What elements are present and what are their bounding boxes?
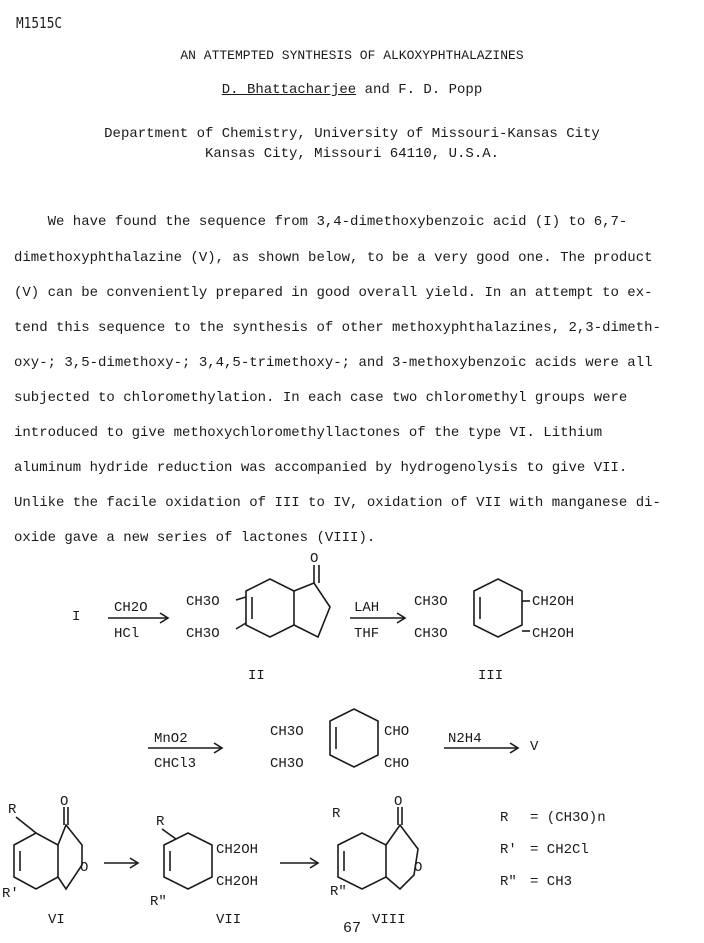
- affiliation-line-2: Kansas City, Missouri 64110, U.S.A.: [204, 146, 500, 162]
- reagent-n2h4: N2H4: [448, 731, 482, 747]
- benzene-ring-IV: [330, 709, 378, 767]
- benzene-ring-II: [236, 579, 294, 637]
- ring-oxygen: O: [80, 860, 89, 876]
- compound-VII-label: VII: [216, 912, 242, 925]
- methoxy-group: CH3O: [186, 594, 220, 610]
- methoxy-group: CH3O: [414, 626, 448, 642]
- compound-VI-label: VI: [48, 912, 65, 925]
- paragraph-line: introduced to give methoxychloromethyllactones of the type VI. Lithium: [14, 425, 603, 441]
- benzene-ring-VIII: [338, 833, 386, 889]
- paragraph-line: (V) can be conveniently prepared in good overall yield. In an attempt to ex-: [14, 285, 653, 301]
- lactone-ring-VIII: [386, 807, 418, 889]
- substituent-R-prime: R': [2, 886, 19, 902]
- hydroxymethyl-group: CH2OH: [216, 842, 259, 858]
- methoxy-group: CH3O: [270, 756, 304, 772]
- substituent-R: R: [8, 802, 17, 818]
- hydroxymethyl-group: CH2OH: [532, 594, 575, 610]
- legend-R-double-prime-definition: = CH3: [530, 874, 573, 890]
- reagent-lah: LAH: [354, 600, 380, 616]
- paragraph-line: oxide gave a new series of lactones (VIII).: [14, 530, 376, 546]
- reagent-thf: THF: [354, 626, 380, 642]
- lactone-ring-II: [294, 565, 330, 637]
- document-code: M1515C: [16, 14, 63, 32]
- reagent-ch2o: CH2O: [114, 600, 148, 616]
- author-second: F. D. Popp: [398, 82, 483, 98]
- legend-R-prime-definition: = CH2Cl: [530, 842, 589, 858]
- paragraph-line: oxy-; 3,5-dimethoxy-; 3,4,5-trimethoxy-; and 3-methoxybenzoic acids were all: [14, 355, 653, 371]
- substituent-R-double-prime: R": [150, 894, 167, 910]
- reaction-arrow: [104, 858, 138, 868]
- paper-title: AN ATTEMPTED SYNTHESIS OF ALKOXYPHTHALAZINES: [180, 48, 524, 63]
- reagent-mno2: MnO2: [154, 731, 188, 747]
- hydroxymethyl-group: CH2OH: [532, 626, 575, 642]
- legend-R-prime: R': [500, 842, 517, 858]
- aldehyde-group: CHO: [384, 756, 410, 772]
- methoxy-group: CH3O: [270, 724, 304, 740]
- paragraph-line: dimethoxyphthalazine (V), as shown below, to be a very good one. The product: [14, 250, 653, 266]
- carbonyl-oxygen: O: [310, 551, 319, 567]
- carbonyl-oxygen: O: [394, 794, 403, 810]
- ring-oxygen: O: [414, 860, 423, 876]
- paragraph-line: Unlike the facile oxidation of III to IV, oxidation of VII with manganese di-: [14, 495, 661, 511]
- methoxy-group: CH3O: [186, 626, 220, 642]
- compound-VIII-label: VIII: [372, 912, 406, 925]
- legend-R: R: [500, 810, 509, 826]
- authors-line: [0, 82, 704, 98]
- benzene-ring-VI: [14, 817, 58, 889]
- legend-R-definition: = (CH3O)n: [530, 810, 606, 826]
- page-number: 67: [342, 920, 361, 937]
- carbonyl-oxygen: O: [60, 794, 69, 810]
- affiliation-line-1: Department of Chemistry, University of Missouri-Kansas City: [104, 126, 600, 142]
- hydroxymethyl-group: CH2OH: [216, 874, 259, 890]
- benzene-ring-III: [474, 579, 530, 637]
- substituent-R: R: [332, 806, 341, 822]
- compound-II-label: II: [248, 668, 265, 684]
- reaction-arrow: [280, 858, 318, 868]
- author-first: D. Bhattacharjee: [221, 82, 357, 98]
- lactone-ring-VI: [58, 807, 82, 889]
- aldehyde-group: CHO: [384, 724, 410, 740]
- reagent-chcl3: CHCl3: [154, 756, 197, 772]
- compound-V-label: V: [530, 739, 539, 755]
- reaction-scheme: [0, 545, 704, 925]
- benzene-ring-VII: [162, 829, 212, 889]
- paragraph-line: aluminum hydride reduction was accompanied by hydrogenolysis to give VII.: [14, 460, 628, 476]
- substituent-R: R: [156, 814, 165, 830]
- substituent-R-double-prime: R": [330, 884, 347, 900]
- paragraph-line: tend this sequence to the synthesis of other methoxyphthalazines, 2,3-dimeth-: [14, 320, 661, 336]
- paragraph-line: We have found the sequence from 3,4-dimethoxybenzoic acid (I) to 6,7-: [14, 214, 628, 230]
- reagent-hcl: HCl: [114, 626, 140, 642]
- paragraph-line: subjected to chloromethylation. In each case two chloromethyl groups were: [14, 390, 628, 406]
- compound-I-label: I: [72, 609, 81, 625]
- methoxy-group: CH3O: [414, 594, 448, 610]
- legend-R-double-prime: R": [500, 874, 517, 890]
- compound-III-label: III: [478, 668, 504, 684]
- author-joiner: and: [356, 82, 399, 98]
